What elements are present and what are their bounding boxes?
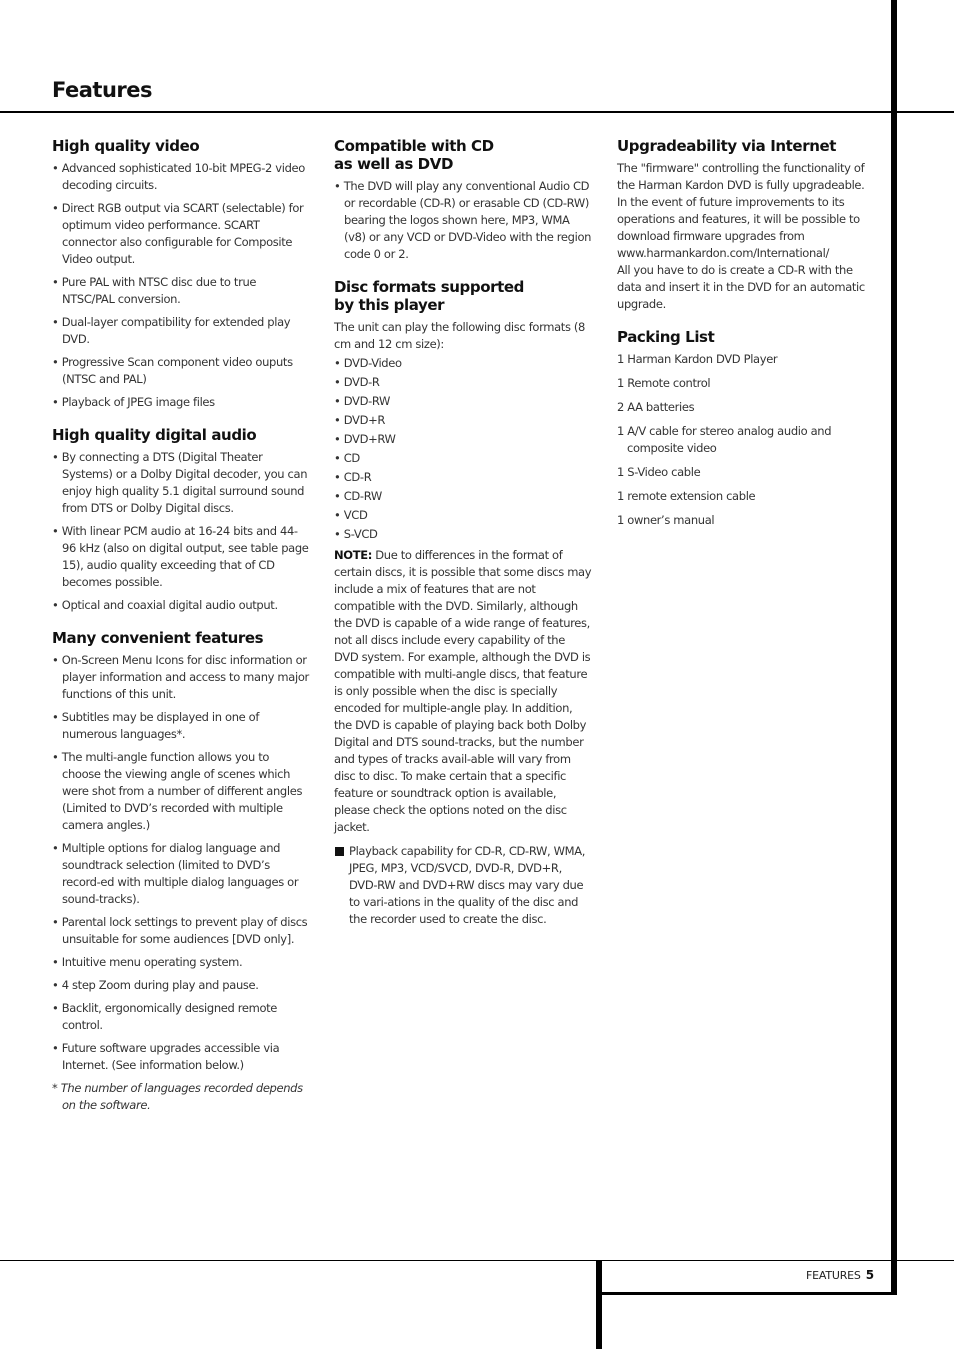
list-item: • Intuitive menu operating system.: [52, 954, 310, 971]
video-feature-list: [52, 160, 310, 411]
list-item: • DVD-RW: [334, 393, 592, 410]
list-item: 1 Harman Kardon DVD Player: [617, 352, 778, 366]
footer-vertical-bar: [596, 1261, 602, 1349]
square-bullet-icon: [335, 847, 344, 856]
playback-note: [334, 843, 592, 928]
list-item: 1 owner’s manual: [617, 513, 715, 527]
note-paragraph: [334, 547, 592, 836]
list-item: 1 Remote control: [617, 376, 711, 390]
list-item: • DVD-R: [334, 374, 592, 391]
footer-section-label: FEATURES: [806, 1269, 861, 1282]
compatible-list: [334, 178, 592, 263]
list-item: • DVD+RW: [334, 431, 592, 448]
list-item: • Future software upgrades accessible via Internet. (See information below.): [52, 1040, 310, 1074]
section-heading-packing-list: Packing List: [617, 328, 715, 346]
heading-line: Disc formats supported: [334, 278, 525, 296]
footer-rule: [0, 1260, 954, 1261]
list-item: • Parental lock settings to prevent play of discs unsuitable for some audiences [DVD only].: [52, 914, 310, 948]
right-edge-bar: [891, 0, 897, 1295]
disc-format-list: [334, 355, 592, 543]
list-item: 1 remote extension cable: [617, 489, 756, 503]
heading-line: Compatible with CD: [334, 137, 494, 155]
upgrade-paragraph-2: All you have to do is create a CD-R with the data and insert it in the DVD for an automatic upgrade.: [617, 263, 865, 311]
list-item: 1 S-Video cable: [617, 465, 701, 479]
section-heading-video: High quality video: [52, 137, 200, 155]
page-footer: [806, 1268, 874, 1282]
list-item: • Subtitles may be displayed in one of numerous languages*.: [52, 709, 310, 743]
audio-feature-list: [52, 449, 310, 614]
list-item: • Progressive Scan component video ouputs (NTSC and PAL): [52, 354, 310, 388]
list-item: • 4 step Zoom during play and pause.: [52, 977, 310, 994]
packing-list: [617, 351, 873, 529]
list-item: • The DVD will play any conventional Audio CD or recordable (CD-R) or erasable CD (CD-RW) bearing the logos shown here, MP3, WMA (v8) or any VCD or DVD-Video with the region code 0 or 2.: [334, 178, 592, 263]
list-item: • Pure PAL with NTSC disc due to true NTSC/PAL conversion.: [52, 274, 310, 308]
column-right: [617, 137, 873, 536]
upgrade-paragraph: The "firmware" controlling the functionality of the Harman Kardon DVD is fully upgradeable. In the event of future improvements to its operations and features, it will be possible to download firmware upgrades from www.harmankardon.com/International/: [617, 161, 865, 260]
list-item: • DVD-Video: [334, 355, 592, 372]
list-item: • CD-RW: [334, 488, 592, 505]
list-item: • The multi-angle function allows you to choose the viewing angle of scenes which were shot from a number of different angles (Limited to DVD’s recorded with multiple camera angles.): [52, 749, 310, 834]
list-item: 2 AA batteries: [617, 400, 695, 414]
page-number: 5: [865, 1268, 874, 1282]
list-item: • CD-R: [334, 469, 592, 486]
column-left: [52, 137, 310, 1114]
section-heading-audio: High quality digital audio: [52, 426, 257, 444]
list-item: • Playback of JPEG image files: [52, 394, 310, 411]
list-item: • Direct RGB output via SCART (selectable) for optimum video performance. SCART connector also configurable for Composite Video output.: [52, 200, 310, 268]
section-heading-disc-formats: [334, 278, 592, 314]
list-item: • Multiple options for dialog language and soundtrack selection (limited to DVD’s record-ed with multiple dialog languages or sound-tracks).: [52, 840, 310, 908]
list-item: • Dual-layer compatibility for extended play DVD.: [52, 314, 310, 348]
section-heading-upgrade: Upgradeability via Internet: [617, 137, 837, 155]
note-label: NOTE:: [334, 548, 372, 562]
list-item: • On-Screen Menu Icons for disc information or player information and access to many major functions of this unit.: [52, 652, 310, 703]
page-title: Features: [52, 78, 152, 102]
list-item: • DVD+R: [334, 412, 592, 429]
footer-box-rule: [596, 1292, 896, 1295]
list-item: • Backlit, ergonomically designed remote control.: [52, 1000, 310, 1034]
header-rule: [0, 111, 954, 113]
heading-line: by this player: [334, 296, 445, 314]
footnote: * The number of languages recorded depends on the software.: [52, 1081, 303, 1112]
list-item: • With linear PCM audio at 16-24 bits and 44-96 kHz (also on digital output, see table page 15), audio quality exceeding that of CD becomes possible.: [52, 523, 310, 591]
section-heading-convenient: Many convenient features: [52, 629, 264, 647]
note-text: Due to differences in the format of certain discs, it is possible that some discs may include a mix of features that are not compatible with the DVD. Similarly, although the DVD is capable of a wide range of features, not all discs include every capability of the DVD system. For example, although the DVD is compatible with multi-angle discs, that feature is only possible when the disc is specially encoded for multiple-angle play. In addition, the DVD is capable of playing back both Dolby Digital and DTS sound-tracks, but the number and types of tracks avail-able will vary from disc to disc. To make certain that a specific feature or soundtrack option is available, please check the options noted on the disc jacket.: [334, 548, 592, 834]
list-item: • S-VCD: [334, 526, 592, 543]
playback-note-text: Playback capability for CD-R, CD-RW, WMA, JPEG, MP3, VCD/SVCD, DVD-R, DVD+R, DVD-RW and DVD+RW discs may vary due to vari-ations in the quality of the disc and the recorder used to create the disc.: [349, 844, 586, 926]
list-item: • Advanced sophisticated 10-bit MPEG-2 video decoding circuits.: [52, 160, 310, 194]
section-heading-compatible: [334, 137, 592, 173]
list-item: • CD: [334, 450, 592, 467]
formats-intro: The unit can play the following disc formats (8 cm and 12 cm size):: [334, 320, 586, 351]
list-item: • Optical and coaxial digital audio output.: [52, 597, 310, 614]
list-item: • VCD: [334, 507, 592, 524]
list-item: • By connecting a DTS (Digital Theater Systems) or a Dolby Digital decoder, you can enjoy high quality 5.1 digital surround sound from DTS or Dolby Digital discs.: [52, 449, 310, 517]
column-middle: [334, 137, 592, 928]
list-item: 1 A/V cable for stereo analog audio and composite video: [617, 424, 832, 455]
heading-line: as well as DVD: [334, 155, 453, 173]
convenient-feature-list: [52, 652, 310, 1074]
